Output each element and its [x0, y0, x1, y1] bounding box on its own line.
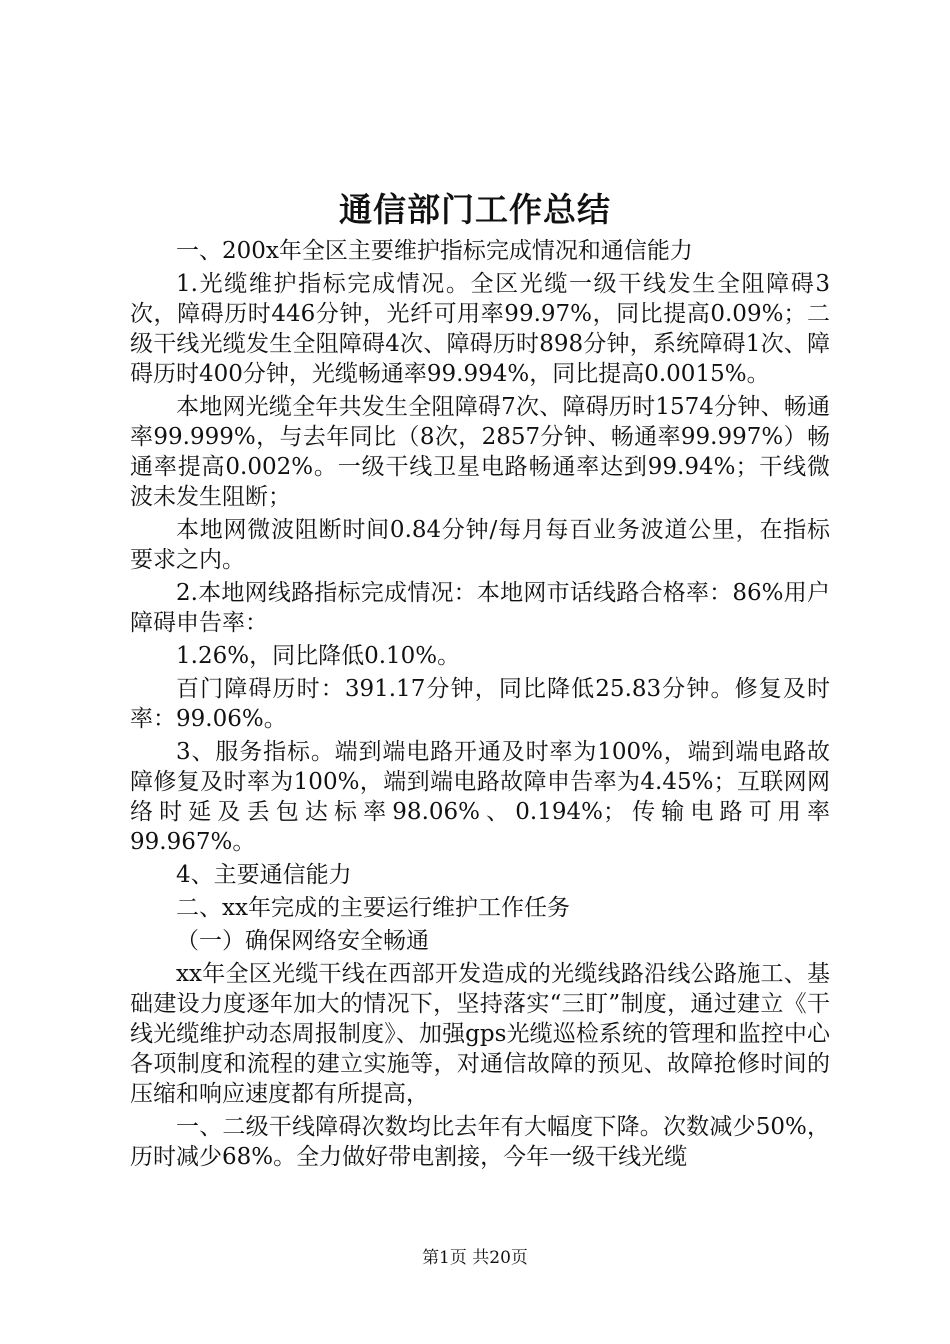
- subsection-heading: （一）确保网络安全畅通: [176, 928, 429, 954]
- paragraph: 本地网光缆全年共发生全阻障碍7次、障碍历时1574分钟、畅通率99.999%，与去年同比（8次，2857分钟、畅通率99.997%）畅通率提高0.002%。一级干线卫星电路畅通率达到99.94%；干线微波未发生阻断；: [130, 394, 830, 510]
- paragraph: 一、二级干线障碍次数均比去年有大幅度下降。次数减少50%，历时减少68%。全力做好带电割接，今年一级干线光缆: [130, 1114, 830, 1170]
- document-title: 通信部门工作总结: [339, 190, 611, 229]
- paragraph: xx年全区光缆干线在西部开发造成的光缆线路沿线公路施工、基础建设力度逐年加大的情况下，坚持落实“三盯”制度，通过建立《干线光缆维护动态周报制度》、加强gps光缆巡检系统的管理和监控中心各项制度和流程的建立实施等，对通信故障的预见、故障抢修时间的压缩和响应速度都有所提高，: [130, 961, 830, 1107]
- section-heading: 二、xx年完成的主要运行维护工作任务: [176, 895, 570, 921]
- paragraph: 3、服务指标。端到端电路开通及时率为100%，端到端电路故障修复及时率为100%，端到端电路故障申告率为4.45%；互联网网络时延及丢包达标率98.06%、0.194%；传输电路可用率99.967%。: [130, 739, 830, 855]
- paragraph: 一、200x年全区主要维护指标完成情况和通信能力: [176, 238, 693, 264]
- page-footer: 第1页 共20页: [422, 1248, 528, 1268]
- document-body: [130, 236, 830, 1175]
- paragraph: 百门障碍历时：391.17分钟，同比降低25.83分钟。修复及时率：99.06%。: [130, 676, 830, 732]
- paragraph: 本地网微波阻断时间0.84分钟/每月每百业务波道公里，在指标要求之内。: [130, 517, 830, 573]
- paragraph: 4、主要通信能力: [176, 862, 352, 888]
- paragraph: 1.26%，同比降低0.10%。: [176, 643, 461, 669]
- paragraph: 1.光缆维护指标完成情况。全区光缆一级干线发生全阻障碍3次，障碍历时446分钟，光纤可用率99.97%，同比提高0.09%；二级干线光缆发生全阻障碍4次、障碍历时898分钟，系统障碍1次、障碍历时400分钟，光缆畅通率99.994%，同比提高0.0015%。: [130, 271, 830, 387]
- paragraph: 2.本地网线路指标完成情况：本地网市话线路合格率：86%用户障碍申告率：: [130, 580, 830, 636]
